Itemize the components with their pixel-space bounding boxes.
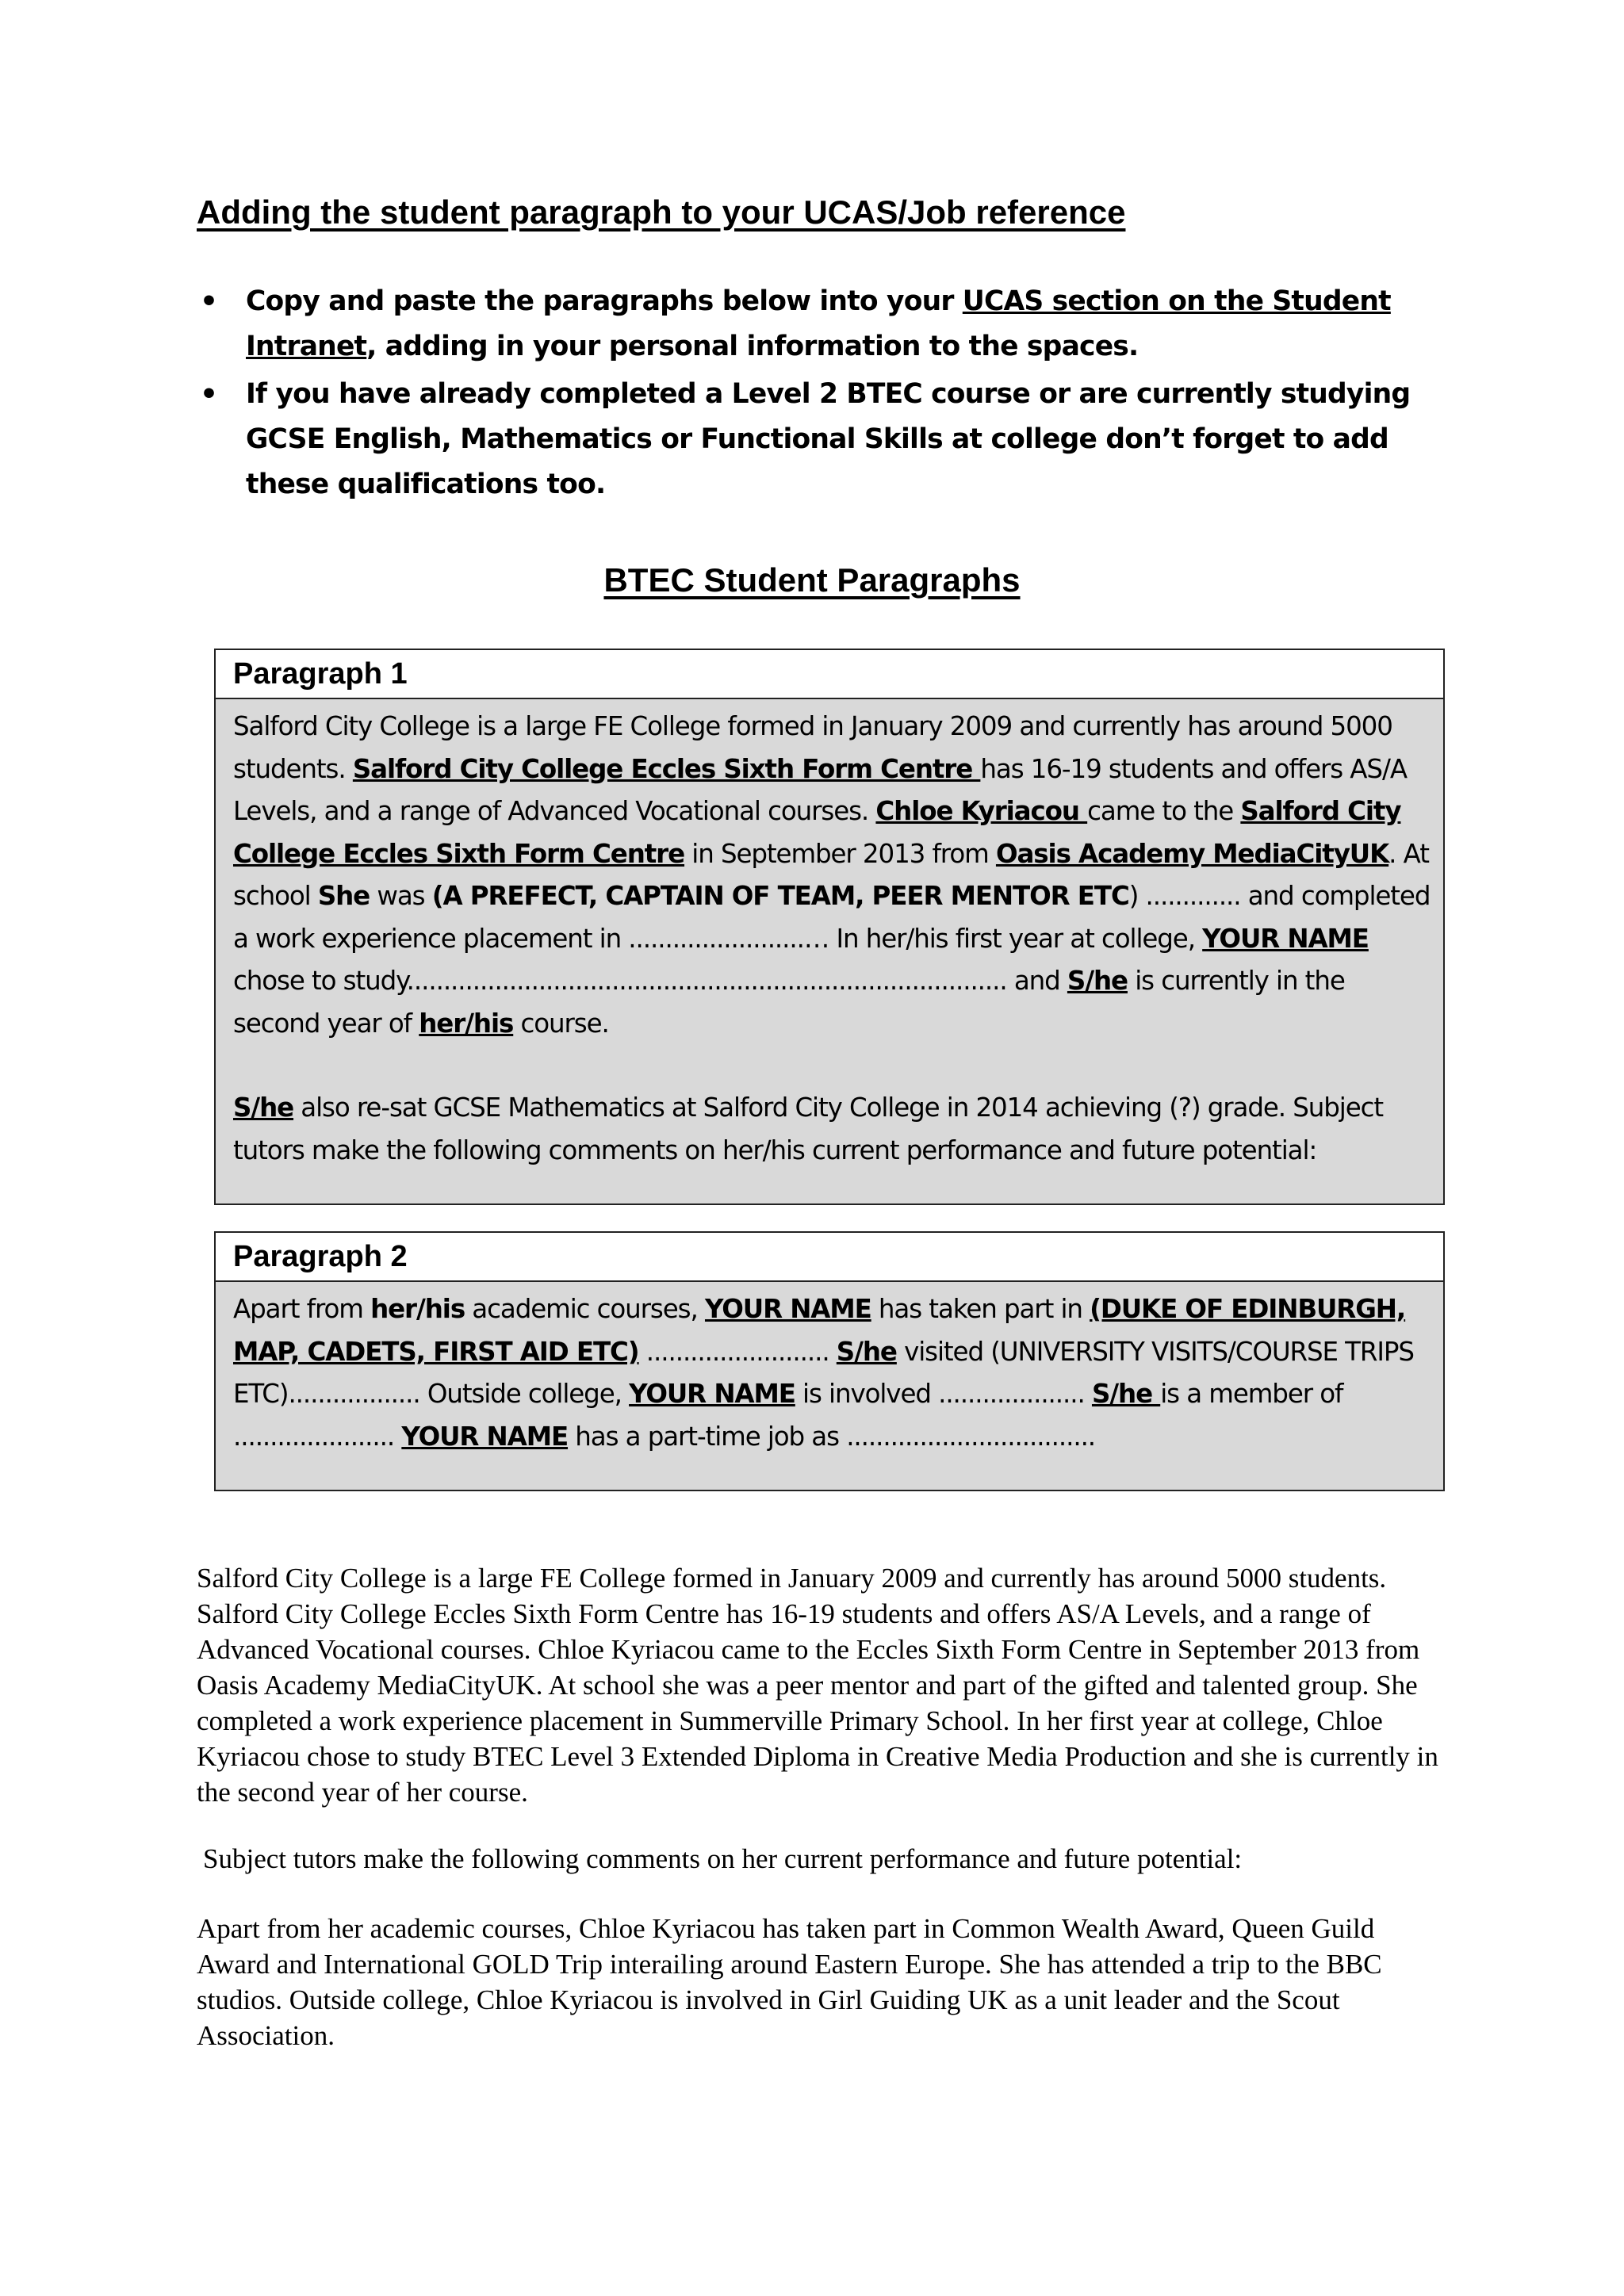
text-run: also re-sat GCSE Mathematics at Salford City College in 2014 achieving (?) grade. Subject tutors make the following comments on her/his current performance and future potential: — [233, 1093, 1384, 1165]
name-placeholder: YOUR NAME — [1202, 923, 1369, 954]
page-title: Adding the student paragraph to your UCAS/Job reference — [197, 193, 1126, 231]
text-run: has a part-time job as .................................. — [568, 1421, 1096, 1452]
text-run: . At school — [233, 838, 1429, 911]
paragraph-1-text-2 — [233, 1087, 1431, 1172]
activities-placeholder: (DUKE OF EDINBURGH, MAP, CADETS, FIRST AID ETC) — [233, 1294, 1406, 1367]
paragraph-1-body — [216, 699, 1443, 1172]
instruction-text: Copy and paste the paragraphs below into your — [246, 285, 963, 317]
college-name-placeholder: Salford City College Eccles Sixth Form Centre — [352, 753, 981, 784]
text-run: is currently in the second year of — [233, 966, 1345, 1039]
instruction-item — [197, 372, 1450, 507]
name-placeholder: YOUR NAME — [629, 1379, 795, 1409]
pronoun-placeholder: her/his — [419, 1008, 514, 1039]
paragraph-2-box — [214, 1231, 1445, 1491]
pronoun-placeholder: S/he — [1091, 1379, 1161, 1409]
example-paragraph: Salford City College is a large FE College formed in January 2009 and currently has around 5000 students. Salford City College Eccles Sixth Form Centre has 16-19 students and offers AS/A Levels, and a range of Advanced Vocational courses. Chloe Kyriacou came to the Eccles Sixth Form Centre in September 2013 from Oasis Academy MediaCityUK. At school she was a peer mentor and part of the gifted and talented group. She completed a work experience placement in Summerville Primary School. In her first year at college, Chloe Kyriacou chose to study BTEC Level 3 Extended Diploma in Creative Media Production and she is currently in the second year of her course. — [197, 1563, 1438, 1808]
student-name-placeholder: Chloe Kyriacou — [875, 796, 1088, 826]
text-run: is involved .................... — [795, 1379, 1092, 1409]
school-name-placeholder: Oasis Academy MediaCityUK — [995, 838, 1389, 869]
ucas-section-link[interactable]: UCAS section on the Student Intranet — [246, 285, 1391, 362]
paragraph-1-box — [214, 649, 1445, 1205]
text-run: Salford City College is a large FE College formed in January 2009 and currently has around 5000 students. — [233, 711, 1392, 784]
text-run: is a member of ...................... — [233, 1379, 1343, 1452]
college-name-placeholder: Salford City College Eccles Sixth Form Centre — [233, 796, 1401, 869]
example-paragraph-2: Apart from her academic courses, Chloe Kyriacou has taken part in Common Wealth Award, Queen Guild Award and International GOLD Trip interailing around Eastern Europe. She has attended a trip to the BBC studios. Outside college, Chloe Kyriacou is involved in Girl Guiding UK as a unit leader and the Scout Association. — [197, 1913, 1382, 2051]
text-run: was — [370, 881, 432, 911]
paragraph-1-heading: Paragraph 1 — [216, 650, 1443, 699]
paragraph-2-text — [233, 1288, 1431, 1458]
instruction-list — [197, 279, 1450, 510]
pronoun-placeholder: S/he — [836, 1336, 897, 1367]
text-run: in September 2013 from — [684, 838, 996, 869]
instruction-item — [197, 279, 1450, 369]
pronoun-placeholder: S/he — [233, 1093, 294, 1123]
pronoun-placeholder: She — [317, 881, 370, 911]
example-tutors-line: Subject tutors make the following comments on her current performance and future potential: — [203, 1843, 1243, 1874]
section-title: BTEC Student Paragraphs — [603, 561, 1021, 599]
text-run: visited (UNIVERSITY VISITS/COURSE TRIPS ETC).................. Outside college, — [233, 1336, 1414, 1409]
text-run: ......................... — [638, 1336, 837, 1367]
text-run: has 16-19 students and offers AS/A Levels, and a range of Advanced Vocational courses. — [233, 753, 1407, 826]
name-placeholder: YOUR NAME — [704, 1294, 871, 1324]
text-run: Apart from — [233, 1294, 371, 1324]
text-run: chose to study.................................................................................. and — [233, 966, 1067, 996]
text-run: has taken part in — [871, 1294, 1090, 1324]
pronoun-placeholder: S/he — [1067, 966, 1128, 996]
text-run: ) ............. and completed a work experience placement in ........................… In her/his first year at college, — [233, 881, 1431, 954]
text-run: course. — [513, 1008, 609, 1039]
paragraph-gap — [233, 1045, 1431, 1087]
text-run: came to the — [1087, 796, 1241, 826]
paragraph-2-body — [216, 1282, 1443, 1458]
paragraph-2-heading: Paragraph 2 — [216, 1233, 1443, 1282]
text-run: academic courses, — [465, 1294, 705, 1324]
name-placeholder: YOUR NAME — [401, 1421, 569, 1452]
paragraph-1-text — [233, 706, 1431, 1045]
instruction-text: , adding in your personal information to the spaces. — [366, 331, 1139, 362]
pronoun-placeholder: her/his — [370, 1294, 465, 1324]
instruction-text: If you have already completed a Level 2 BTEC course or are currently studying GCSE English, Mathematics or Functional Skills at college don’t forget to add these qualifications too. — [246, 378, 1411, 500]
roles-placeholder: (A PREFECT, CAPTAIN OF TEAM, PEER MENTOR ETC — [431, 881, 1129, 911]
